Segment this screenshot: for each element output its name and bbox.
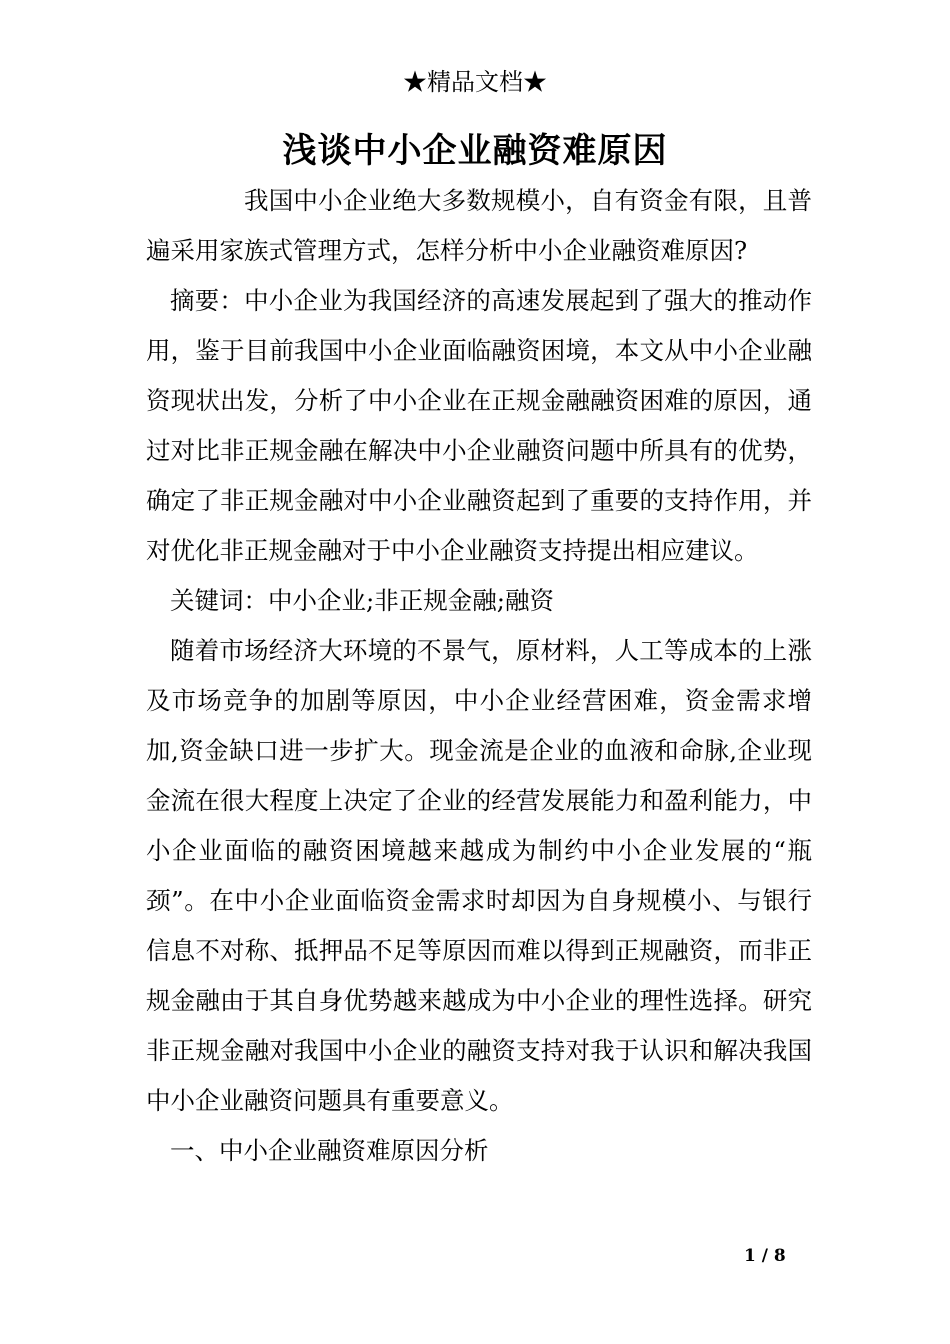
page-number: 1 / 8 xyxy=(744,1246,786,1266)
abstract-paragraph: 摘要：中小企业为我国经济的高速发展起到了强大的推动作用，鉴于目前我国中小企业面临融资困境，本文从中小企业融资现状出发，分析了中小企业在正规金融融资困难的原因，通过对比非正规金融在解决中小企业融资问题中所具有的优势，确定了非正规金融对中小企业融资起到了重要的支持作用，并对优化非正规金融对于中小企业融资支持提出相应建议。 xyxy=(146,286,812,565)
intro-paragraph: 我国中小企业绝大多数规模小，自有资金有限，且普遍采用家族式管理方式，怎样分析中小企业融资难原因? xyxy=(146,186,812,265)
keywords-paragraph: 关键词：中小企业;非正规金融;融资 xyxy=(170,586,555,615)
section-heading: 一、中小企业融资难原因分析 xyxy=(170,1136,489,1165)
document-body xyxy=(146,176,812,1176)
document-title: 浅谈中小企业融资难原因 xyxy=(282,131,668,171)
body-paragraph: 随着市场经济大环境的不景气，原材料，人工等成本的上涨及市场竞争的加剧等原因，中小企业经营困难，资金需求增加,资金缺口进一步扩大。现金流是企业的血液和命脉,企业现金流在很大程度上决定了企业的经营发展能力和盈利能力，中小企业面临的融资困境越来越成为制约中小企业发展的“瓶颈”。在中小企业面临资金需求时却因为自身规模小、与银行信息不对称、抵押品不足等原因而难以得到正规融资，而非正规金融由于其自身优势越来越成为中小企业的理性选择。研究非正规金融对我国中小企业的融资支持对我于认识和解决我国中小企业融资问题具有重要意义。 xyxy=(146,636,812,1115)
document-banner: ★精品文档★ xyxy=(403,68,547,96)
